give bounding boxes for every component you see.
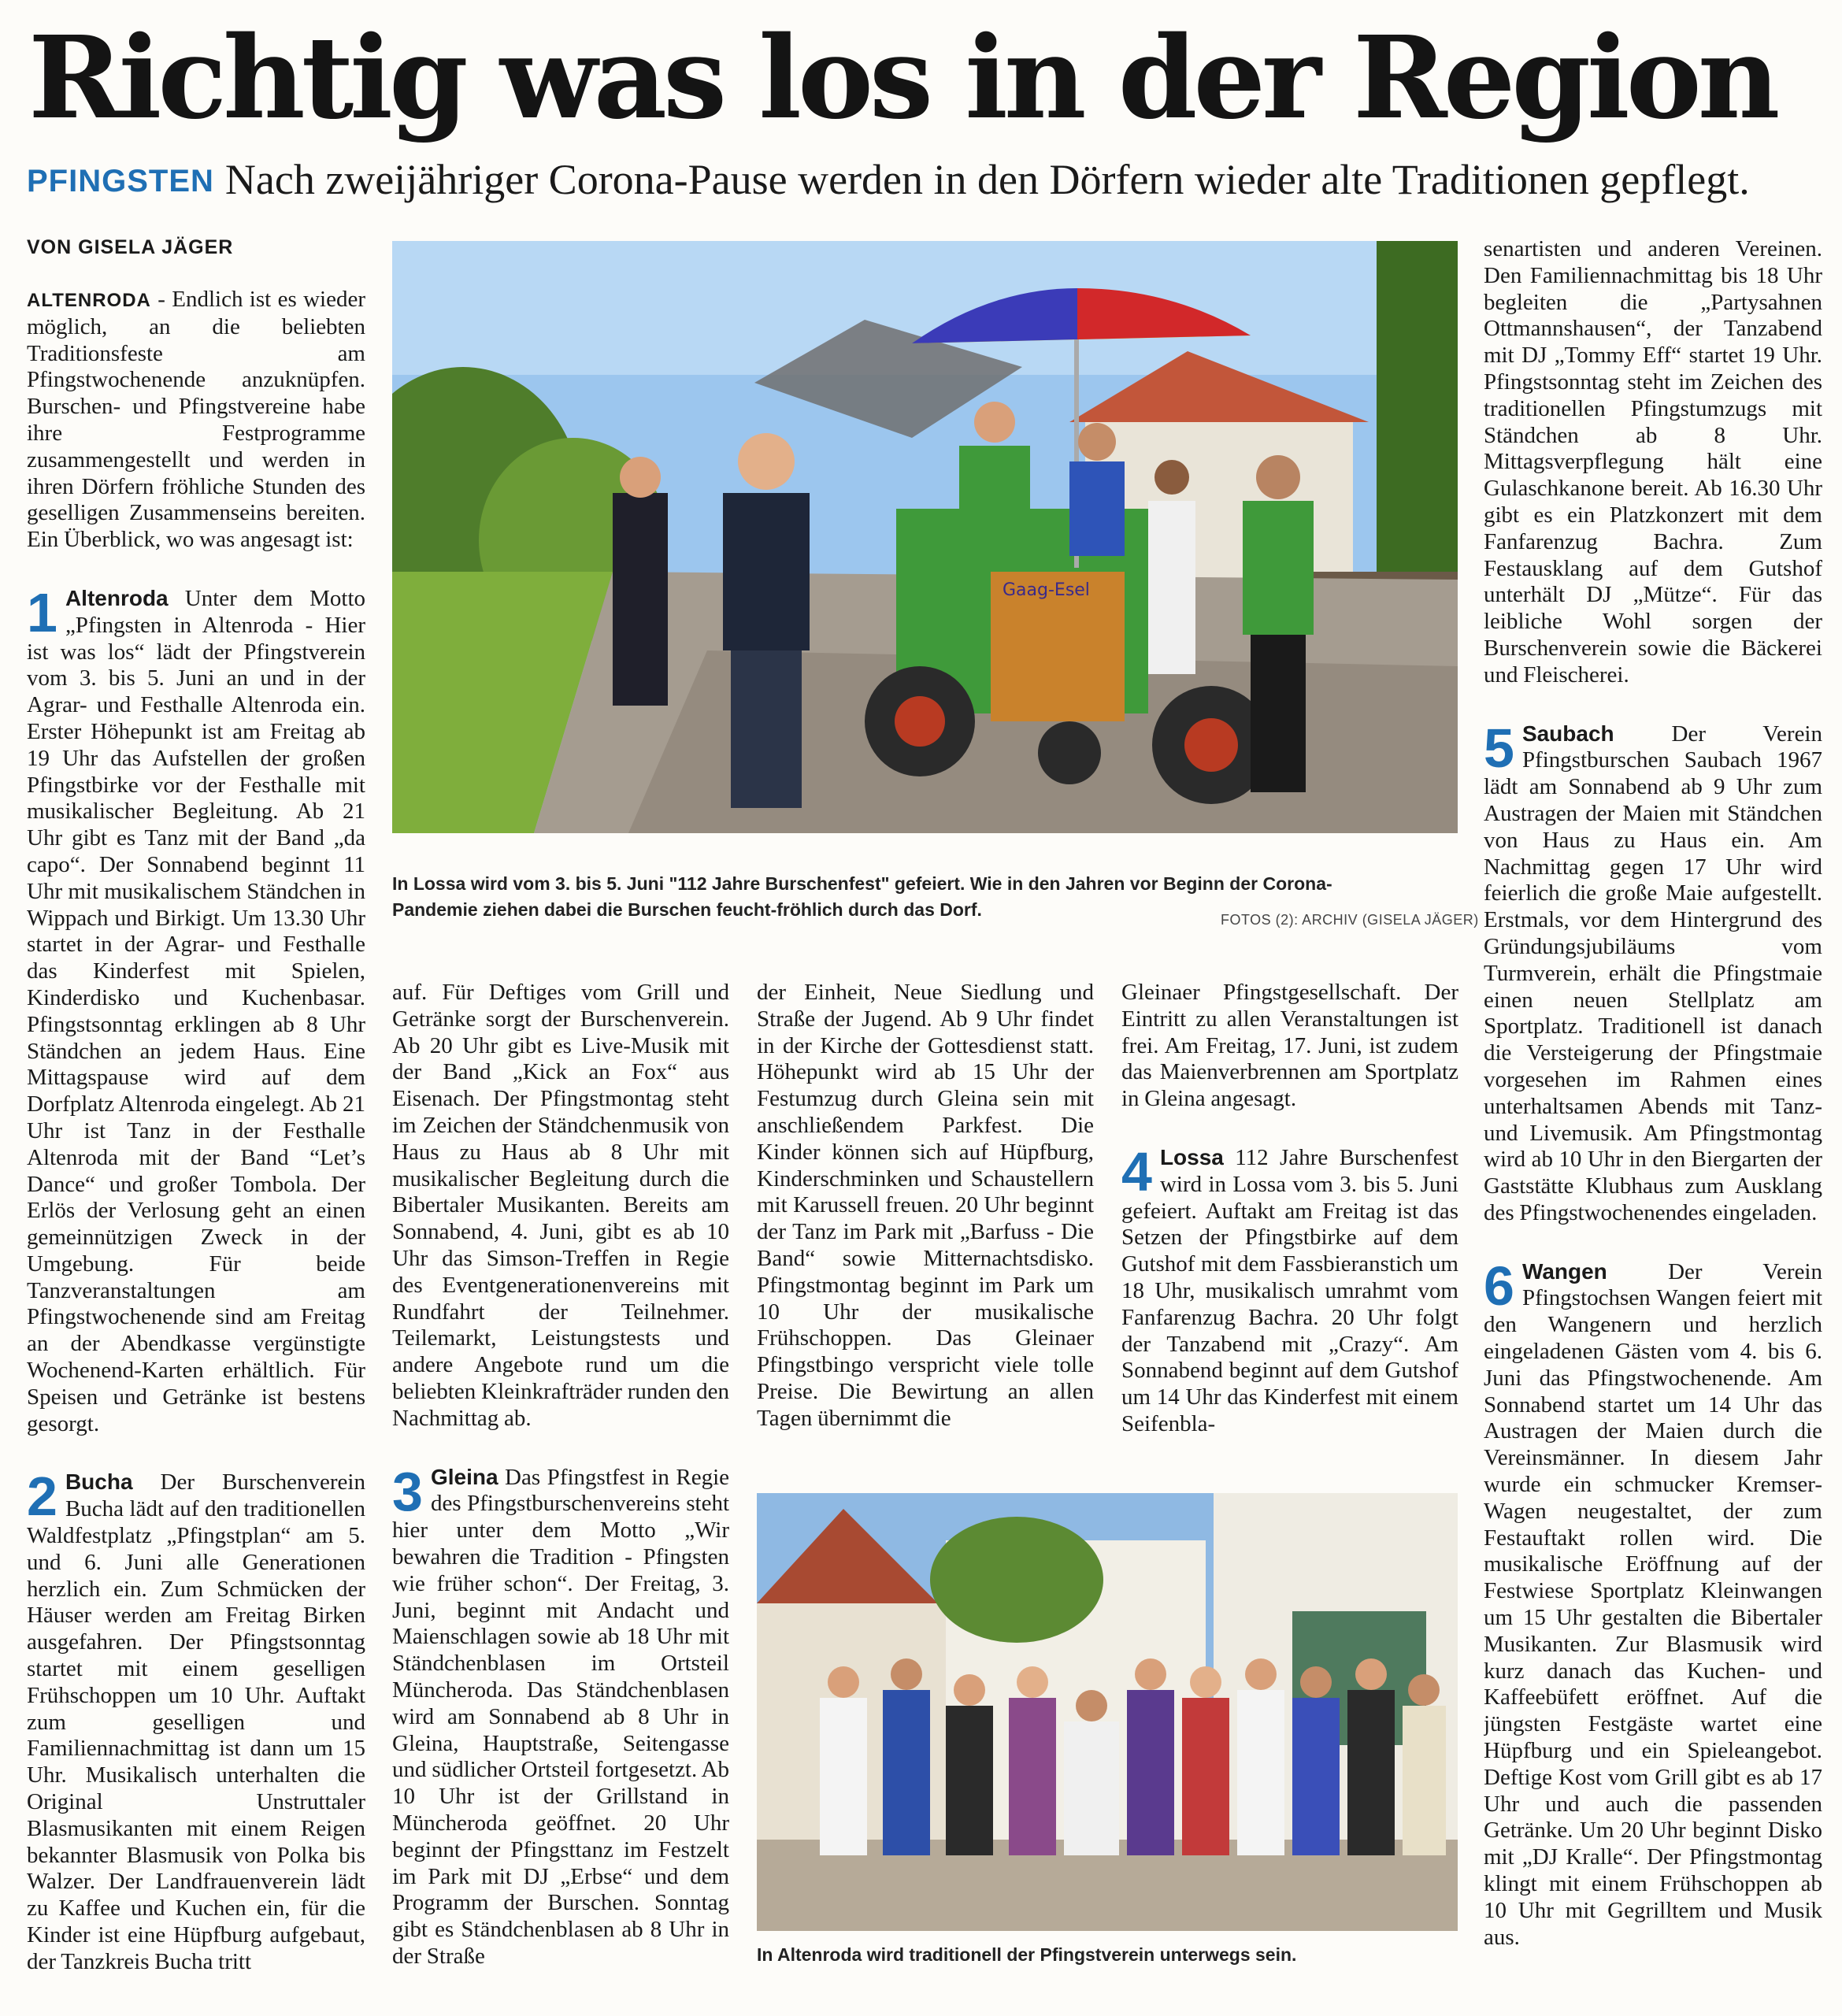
section-number: 4 xyxy=(1121,1140,1152,1203)
section-place: Gleina xyxy=(430,1464,498,1489)
section-bucha xyxy=(27,1466,365,1975)
section-place: Altenroda xyxy=(65,585,169,610)
column-5 xyxy=(1484,236,1822,1992)
section-wangen xyxy=(1484,1254,1822,1951)
section-text: Der Verein Pfingstochsen Wangen feiert mit den Wangenern und herzlich eingeladenen Gästen vom 4. bis 6. Juni das Pfingstwochenende. Am Sonnabend startet um 14 Uhr das Austragen der Maien durch die Vereinsmänner. In diesem Jahr wurde ein schmucker Kremser-Wagen neugestaltet, der zum Festauftakt rollen wird. Die musikalische Eröffnung auf der Festwiese Sportplatz Kleinwangen um 15 Uhr gestalten die Bibertaler Musikanten. Zur Blasmusik wird kurz danach das Kuchen- und Kaffeebüfett eröffnet. Auf die jüngsten Festgäste wartet eine Hüpfburg und ein Spieleangebot. Deftige Kost vom Grill gibt es ab 17 Uhr und auch die passenden Getränke. Um 20 Uhr beginnt Disko mit „DJ Kralle“. Der Pfingstmontag klingt mit einem Frühschoppen ab 10 Uhr mit Gegrilltem und Musik aus. xyxy=(1484,1258,1822,1950)
section-saubach xyxy=(1484,717,1822,1227)
intro-paragraph xyxy=(27,287,365,554)
section-text: Der Burschenverein Bucha lädt auf den traditionellen Waldfestplatz „Pfingstplan“ am 5. und 6. Juni alle Generationen herzlich ein. Zum Schmücken der Häuser werden am Freitag Birken ausgefahren. Der Pfingstsonntag startet mit einem geselligen Frühschoppen um 10 Uhr. Auftakt zum geselligen und Familiennachmittag ist dann um 15 Uhr. Musikalisch unterhalten die Original Unstruttaler Blasmusikanten mit einem Reigen bekannter Blasmusik von Polka bis Walzer. Der Landfrauenverein lädt zu Kaffee und Kuchen ein, für die Kinder ist eine Hüpfburg aufgebaut, der Tanzkreis Bucha tritt xyxy=(27,1469,365,1974)
photo-lossa-parade xyxy=(392,241,1458,833)
section-text: 112 Jahre Burschenfest wird in Lossa vom 3. bis 5. Juni gefeiert. Auftakt am Freitag ist das Setzen der Pfingstbirke auf dem Gutshof mit dem Fassbieranstich um 18 Uhr, musikalisch umrahmt vom Fanfarenzug Bachra. 20 Uhr folgt der Tanzabend mit „Crazy“. Am Sonnabend beginnt auf dem Gutshof um 14 Uhr das Kinderfest mit einem Seifenbla- xyxy=(1121,1144,1458,1436)
section-lossa xyxy=(1121,1140,1458,1436)
section-number: 2 xyxy=(27,1466,57,1528)
section-place: Wangen xyxy=(1521,1258,1607,1284)
section-place: Lossa xyxy=(1159,1144,1224,1169)
continuation-gleina: der Einheit, Neue Siedlung und Straße der Jugend. Ab 9 Uhr findet in der Kirche der Gottesdienst statt. Höhepunkt wird ab 15 Uhr der Festumzug durch Gleina sein mit anschließendem Parkfest. Die Kinder können sich auf Hüpfburg, Kinderschminken und Schaustellern mit Karussell freuen. 20 Uhr beginnt der Tanz im Park mit „Barfuss - Die Band“ sowie Mitternachtsdisko. Pfingstmontag beginnt im Park um 10 Uhr der musikalische Frühschoppen. Das Gleinaer Pfingstbingo verspricht viele tolle Preise. Die Bewirtung an allen Tagen übernimmt die xyxy=(757,980,1094,1431)
column-2 xyxy=(392,980,729,1988)
continuation-gleina-end: Gleinaer Pfingstgesellschaft. Der Eintritt zu allen Veranstaltungen ist frei. Am Freitag, 17. Juni, ist zudem das Maienverbrennen am Sportplatz in Gleina angesagt. xyxy=(1121,980,1458,1112)
section-place: Bucha xyxy=(65,1469,133,1495)
section-text: Unter dem Motto „Pfingsten in Altenroda - Hier ist was los“ lädt der Pfingstverein vom 3. bis 5. Juni an und in der Agrar- und Festhalle Altenroda ein. Erster Höhepunkt ist am Freitag ab 19 Uhr das Aufstellen der großen Pfingstbirke vor der Festhalle mit musikalischer Begleitung. Ab 21 Uhr gibt es Tanz mit der Band „da capo“. Der Sonnabend beginnt 11 Uhr mit musikalischem Ständchen in Wippach und Birkigt. Um 13.30 Uhr startet in der Agrar- und Festhalle das Kinderfest mit Spielen, Kinderdisko und Kuchenbasar. Pfingstsonntag erklingen ab 8 Uhr Ständchen an jedem Haus. Eine Mittagspause wird auf dem Dorfplatz Altenroda eingelegt. Ab 21 Uhr ist Tanz in der Festhalle Altenroda mit der Band “Let’s Dance“ und großer Tombola. Der Erlös der Verlosung geht an einen gemeinnützigen Zweck in der Umgebung. Für beide Tanzveranstaltungen am Pfingstwochenende sind am Freitag an der Abendkasse vergünstigte Wochenend-Karten erhältlich. Für Speisen und Getränke ist bestens gesorgt. xyxy=(27,585,365,1436)
photo1-caption: In Lossa wird vom 3. bis 5. Juni "112 Jahre Burschenfest" gefeiert. Wie in den Jahren vor Beginn der Corona-Pandemie ziehen dabei die Burschen feucht-fröhlich durch das Dorf. xyxy=(392,873,1332,920)
section-place: Saubach xyxy=(1521,721,1614,746)
column-4 xyxy=(1121,980,1458,1436)
subheadline: Nach zweijähriger Corona-Pause werden in den Dörfern wieder alte Traditionen gepflegt. xyxy=(224,156,1750,203)
kicker: PFINGSTEN xyxy=(27,164,214,198)
continuation-bucha: auf. Für Deftiges vom Grill und Getränke sorgt der Burschenverein. Ab 20 Uhr gibt es Live-Musik mit der Band „Kick an Fox“ aus Eisenach. Der Pfingstmontag steht im Zeichen der Ständchenmusik von Haus zu Haus ab 8 Uhr mit musikalischer Begleitung durch die Bibertaler Musikanten. Bereits am Sonnabend, 4. Juni, gibt es ab 10 Uhr das Simson-Treffen in Regie des Eventgenerationenvereins mit Rundfahrt der Teilnehmer. Teilemarkt, Leistungstests und andere Angebote rund um die beliebten Kleinkrafträder runden den Nachmittag ab. xyxy=(392,980,729,1431)
section-number: 1 xyxy=(27,581,57,643)
continuation-lossa: senartisten und anderen Vereinen. Den Familiennachmittag bis 18 Uhr begleiten die „Partysahnen Ottmannshausen“, der Tanzabend mit DJ „Tommy Eff“ startet 19 Uhr. Pfingstsonntag steht im Zeichen des traditionellen Pfingstumzugs mit Ständchen ab 8 Uhr. Mittagsverpflegung hält eine Gulaschkanone bereit. Ab 16.30 Uhr gibt es ein Platzkonzert mit dem Fanfarenzug Bachra. Zum Festausklang auf dem Gutshof unterhält DJ „Mütze“. Für das leibliche Wohl sorgen der Burschenverein sowie die Bäckerei und Fleischerei. xyxy=(1484,236,1822,687)
subheadline-row xyxy=(27,156,1750,203)
column-1 xyxy=(27,287,365,1980)
section-number: 3 xyxy=(392,1460,423,1522)
column-3 xyxy=(757,980,1094,1436)
photo-altenroda-group xyxy=(757,1493,1458,1931)
section-altenroda xyxy=(27,581,365,1438)
photo-credit: FOTOS (2): ARCHIV (GISELA JÄGER) xyxy=(1221,912,1479,928)
photo2-caption: In Altenroda wird traditionell der Pfingstverein unterwegs sein. xyxy=(757,1944,1297,1965)
section-text: Der Verein Pfingstburschen Saubach 1967 lädt am Sonnabend ab 9 Uhr zum Austragen der Maien mit Ständchen von Haus zu Haus ein. Am Nachmittag gegen 17 Uhr wird feierlich die große Maie aufgestellt. Erstmals, vor dem Hintergrund des Gründungsjubiläums vom Turmverein, erhält die Pfingstmaie einen neuen Stellplatz am Sportplatz. Traditionell ist danach die Versteigerung der Pfingstmaie vorgesehen im Rahmen eines unterhaltsamen Abends mit Tanz- und Livemusik. Am Pfingstmontag wird ab 10 Uhr in den Biergarten der Gaststätte Klubhaus zum Ausklang des Pfingstwochenendes eingeladen. xyxy=(1484,721,1822,1225)
section-number: 6 xyxy=(1484,1254,1514,1317)
section-number: 5 xyxy=(1484,717,1514,779)
headline: Richtig was los in der Region xyxy=(28,11,1777,144)
intro-text: - Endlich ist es wieder möglich, an die beliebten Traditionsfeste am Pfingstwochenende anzuknüpfen. Burschen- und Pfingstvereine habe ihre Festprogramme zusammengestellt und werden in ihren Dörfern fröhliche Stunden des geselligen Zusammenseins bereiten. Ein Überblick, wo was angesagt ist: xyxy=(27,287,365,553)
tractor-sign-text: Gaag-Esel xyxy=(1003,580,1090,600)
byline: VON GISELA JÄGER xyxy=(27,236,234,258)
section-text: Das Pfingstfest in Regie des Pfingstburschenvereins steht hier unter dem Motto „Wir bewahren die Tradition - Pfingsten wie früher schon“. Der Freitag, 3. Juni, beginnt mit Andacht und Maienschlagen sowie ab 18 Uhr mit Ständchenblasen im Ortsteil Müncheroda. Das Ständchenblasen wird am Sonnabend ab 8 Uhr in Gleina, Hauptstraße, Seitengasse und südlicher Ortsteil fortgesetzt. Ab 10 Uhr ist der Grillstand in Müncheroda geöffnet. 20 Uhr beginnt der Pfingsttanz im Festzelt im Park mit DJ „Erbse“ und dem Programm der Burschen. Sonntag gibt es Ständchenblasen ab 8 Uhr in der Straße xyxy=(392,1464,729,1969)
dateline: ALTENRODA xyxy=(27,290,151,311)
section-gleina xyxy=(392,1460,729,1970)
